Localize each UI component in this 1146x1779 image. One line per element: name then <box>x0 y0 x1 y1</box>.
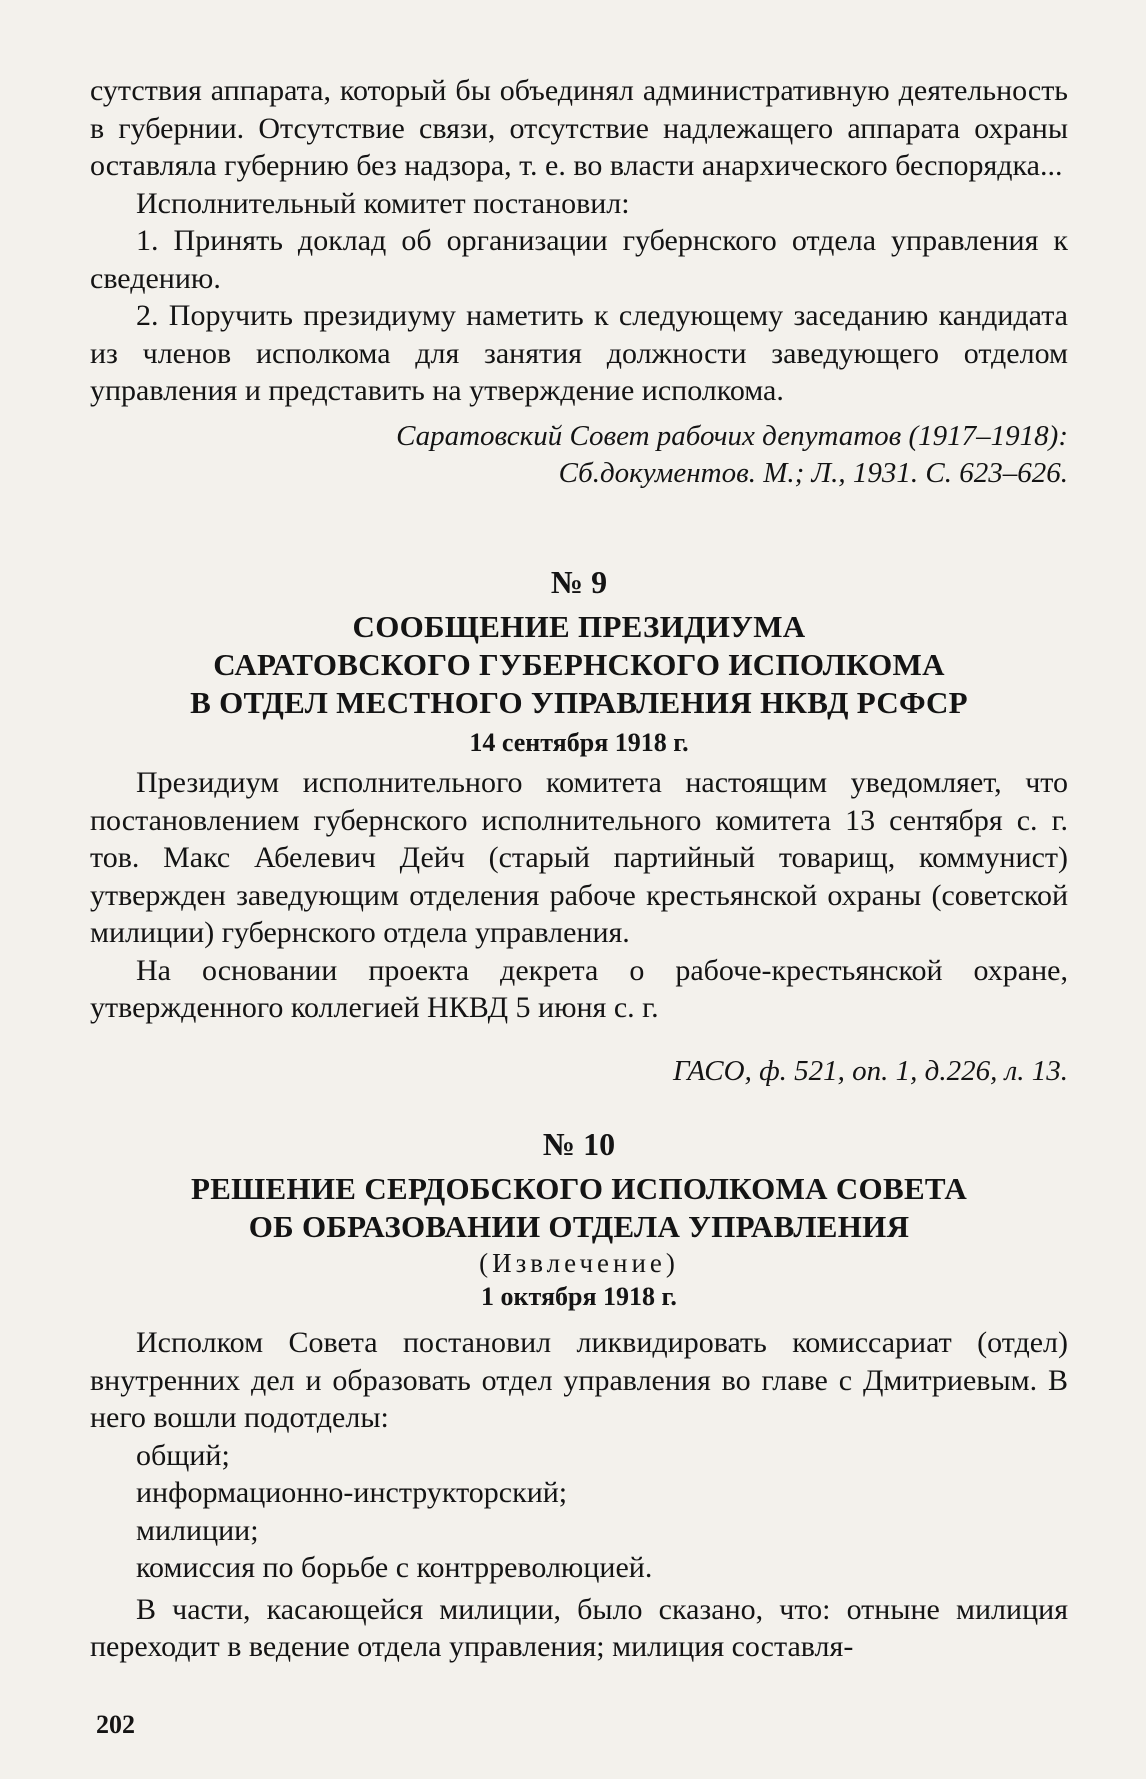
paragraph: В части, касающейся милиции, было сказано, что: отныне милиция переходит в ведение отдела управления; милиция составля- <box>90 1592 1068 1663</box>
document-title-line: САРАТОВСКОГО ГУБЕРНСКОГО ИСПОЛКОМА <box>213 647 945 682</box>
extract-note: (Извлечение) <box>479 1248 679 1278</box>
list-item: общий; <box>136 1438 230 1472</box>
paragraph: Исполком Совета постановил ликвидировать комиссариат (отдел) внутренних дел и образовать отдел управления во главе с Дмитриевым. В него вошли подотделы: <box>90 1326 1068 1434</box>
source-citation-line: ГАСО, ф. 521, оп. 1, д.226, л. 13. <box>673 1054 1068 1087</box>
paragraph: 2. Поручить президиуму наметить к следующему заседанию кандидата из членов исполкома для занятия должности заведующего отделом управления и представить на утверждение исполкома. <box>90 299 1068 407</box>
document-title-line: РЕШЕНИЕ СЕРДОБСКОГО ИСПОЛКОМА СОВЕТА <box>190 1171 968 1206</box>
document-number: № 9 <box>550 564 608 600</box>
list-item: информационно-инструкторский; <box>136 1476 568 1509</box>
paragraph: 1. Принять доклад об организации губернского отдела управления к сведению. <box>90 224 1068 295</box>
document-title-line: СООБЩЕНИЕ ПРЕЗИДИУМА <box>352 609 806 644</box>
paragraph: сутствия аппарата, который бы объединял административную деятельность в губернии. Отсутствие связи, отсутствие надлежащего аппарата охраны оставляла губернию без надзора, т. е. во власти анархического беспорядка... <box>90 74 1068 182</box>
page-number: 202 <box>96 1710 135 1739</box>
paragraph: Президиум исполнительного комитета настоящим уведомляет, что постановлением губернского исполнительного комитета 13 сентября с. г. тов. Макс Абелевич Дейч (старый партийный товарищ, коммунист) утвержден заведующим отделения рабоче крестьянской охраны (советской милиции) губернского отдела управления. <box>90 766 1068 949</box>
document-number: № 10 <box>542 1126 616 1162</box>
source-citation-line: Сб.документов. М.; Л., 1931. С. 623–626. <box>558 456 1068 489</box>
list-item: милиции; <box>136 1513 259 1547</box>
list-item: комиссия по борьбе с контрреволюцией. <box>136 1551 653 1584</box>
paragraph: Исполнительный комитет постановил: <box>136 186 630 220</box>
document-9 <box>90 562 1068 1090</box>
document-date: 14 сентября 1918 г. <box>469 728 689 757</box>
paragraph: На основании проекта декрета о рабоче-крестьянской охране, утвержденного коллегией НКВД 5 июня с. г. <box>90 953 1068 1024</box>
source-citation-line: Саратовский Совет рабочих депутатов (1917–1918): <box>396 419 1068 452</box>
document-title-line: В ОТДЕЛ МЕСТНОГО УПРАВЛЕНИЯ НКВД РСФСР <box>190 685 968 720</box>
document-title-line: ОБ ОБРАЗОВАНИИ ОТДЕЛА УПРАВЛЕНИЯ <box>248 1209 910 1244</box>
document-date: 1 октября 1918 г. <box>481 1282 677 1311</box>
previous-document-ending <box>90 72 1068 492</box>
document-10 <box>90 1124 1068 1666</box>
